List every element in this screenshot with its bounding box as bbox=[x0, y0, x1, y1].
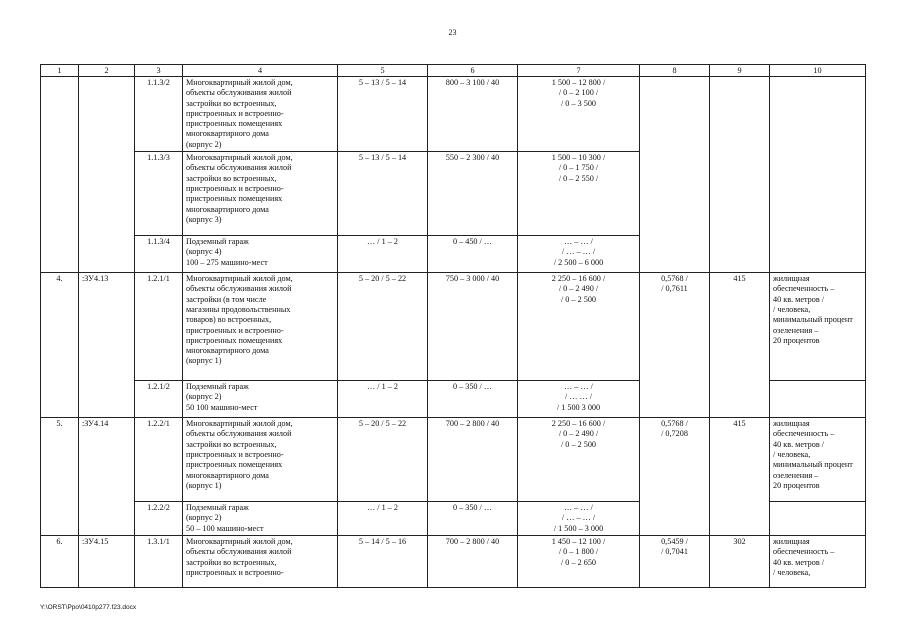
table-cell: 0,5459 / / 0,7041 bbox=[640, 536, 710, 588]
plot-code: :ЗУ4.15 bbox=[79, 536, 135, 588]
table-cell: жилищная обеспеченность – 40 кв. метров / / человека, минимальный процент озеленения – 20 процентов bbox=[770, 273, 866, 381]
table-cell: … – … / / … – … / / 1 500 – 3 000 bbox=[518, 502, 640, 536]
table-cell: Подземный гараж (корпус 4) 100 – 275 машино-мест bbox=[183, 236, 338, 273]
table-cell: 5 – 14 / 5 – 16 bbox=[338, 536, 428, 588]
table-cell: Многоквартирный жилой дом, объекты обслуживания жилой застройки во встроенных, пристроенных и встроенно- bbox=[183, 536, 338, 588]
table-cell bbox=[41, 77, 79, 273]
table-cell bbox=[710, 77, 770, 273]
table-cell: жилищная обеспеченность – 40 кв. метров / / человека, bbox=[770, 536, 866, 588]
table-cell: 0 – 450 / … bbox=[428, 236, 518, 273]
table-cell: жилищная обеспеченность – 40 кв. метров / / человека, минимальный процент озеленения – 20 процентов bbox=[770, 418, 866, 502]
table-row bbox=[41, 77, 866, 152]
table-cell: 1.2.1/1 bbox=[135, 273, 183, 381]
header-cell: 5 bbox=[338, 65, 428, 77]
table-cell: 1.2.2/2 bbox=[135, 502, 183, 536]
table-cell: 550 – 2 300 / 40 bbox=[428, 152, 518, 236]
table-cell: 415 bbox=[710, 273, 770, 418]
table-cell: 1.2.1/2 bbox=[135, 381, 183, 418]
table-cell bbox=[770, 381, 866, 418]
table-cell: 0,5768 / / 0,7208 bbox=[640, 418, 710, 536]
table-row bbox=[41, 273, 866, 381]
table-cell: 0,5768 / / 0,7611 bbox=[640, 273, 710, 418]
table-cell: … – … / / … … / / 1 500 3 000 bbox=[518, 381, 640, 418]
page-number: 23 bbox=[448, 28, 457, 37]
table-cell: … / 1 – 2 bbox=[338, 502, 428, 536]
table-cell: 700 – 2 800 / 40 bbox=[428, 536, 518, 588]
header-cell: 4 bbox=[183, 65, 338, 77]
plot-code: :ЗУ4.13 bbox=[79, 273, 135, 418]
table-cell: 0 – 350 / … bbox=[428, 381, 518, 418]
table-cell: 750 – 3 000 / 40 bbox=[428, 273, 518, 381]
row-number: 6. bbox=[41, 536, 79, 588]
header-cell: 8 bbox=[640, 65, 710, 77]
table-cell: 1.1.3/2 bbox=[135, 77, 183, 152]
table-cell: 5 – 20 / 5 – 22 bbox=[338, 273, 428, 381]
table-cell: 415 bbox=[710, 418, 770, 536]
table-cell bbox=[79, 77, 135, 273]
document-table bbox=[40, 64, 866, 588]
header-cell: 9 bbox=[710, 65, 770, 77]
table-cell: Многоквартирный жилой дом, объекты обслуживания жилой застройки во встроенных, пристроенных и встроенно- пристроенных помещениях многоквартирного дома (корпус 3) bbox=[183, 152, 338, 236]
header-cell: 10 bbox=[770, 65, 866, 77]
table-cell: Подземный гараж (корпус 2) 50 – 100 машино-мест bbox=[183, 502, 338, 536]
file-path: Y:\ORST\Ppo\0410p277.f23.docx bbox=[40, 604, 137, 611]
table-row bbox=[41, 536, 866, 588]
table-cell: 5 – 20 / 5 – 22 bbox=[338, 418, 428, 502]
table-cell: 1 500 – 10 300 / / 0 – 1 750 / / 0 – 2 550 / bbox=[518, 152, 640, 236]
table-cell: 302 bbox=[710, 536, 770, 588]
table-cell: 2 250 – 16 600 / / 0 – 2 490 / / 0 – 2 500 bbox=[518, 418, 640, 502]
table-cell: 0 – 350 / … bbox=[428, 502, 518, 536]
table-cell: … / 1 – 2 bbox=[338, 236, 428, 273]
table-cell: 5 – 13 / 5 – 14 bbox=[338, 77, 428, 152]
table-cell: 1.3.1/1 bbox=[135, 536, 183, 588]
table-row bbox=[41, 418, 866, 502]
table-cell: Подземный гараж (корпус 2) 50 100 машино-мест bbox=[183, 381, 338, 418]
row-number: 5. bbox=[41, 418, 79, 536]
table-cell: 1.1.3/4 bbox=[135, 236, 183, 273]
table-cell: 1.1.3/3 bbox=[135, 152, 183, 236]
table-cell: Многоквартирный жилой дом, объекты обслуживания жилой застройки во встроенных, пристроенных и встроенно- пристроенных помещениях многоквартирного дома (корпус 1) bbox=[183, 418, 338, 502]
table-cell: 2 250 – 16 600 / / 0 – 2 490 / / 0 – 2 500 bbox=[518, 273, 640, 381]
header-cell: 6 bbox=[428, 65, 518, 77]
header-cell: 7 bbox=[518, 65, 640, 77]
header-cell: 2 bbox=[79, 65, 135, 77]
header-row bbox=[41, 65, 866, 77]
table-cell: 1.2.2/1 bbox=[135, 418, 183, 502]
header-cell: 1 bbox=[41, 65, 79, 77]
plot-code: :ЗУ4.14 bbox=[79, 418, 135, 536]
table-cell: 800 – 3 100 / 40 bbox=[428, 77, 518, 152]
table-cell: Многоквартирный жилой дом, объекты обслуживания жилой застройки во встроенных, пристроенных и встроенно- пристроенных помещениях многоквартирного дома (корпус 2) bbox=[183, 77, 338, 152]
table-cell: 5 – 13 / 5 – 14 bbox=[338, 152, 428, 236]
row-number: 4. bbox=[41, 273, 79, 418]
table-cell: … – … / / … – … / / 2 500 – 6 000 bbox=[518, 236, 640, 273]
header-cell: 3 bbox=[135, 65, 183, 77]
table-cell: Многоквартирный жилой дом, объекты обслуживания жилой застройки (в том числе магазины продовольственных товаров) во встроенных, пристроенных и встроенно- пристроенных помещениях многоквартирного дома (корпус 1) bbox=[183, 273, 338, 381]
table-cell bbox=[770, 77, 866, 273]
table-cell bbox=[770, 502, 866, 536]
table-cell: 700 – 2 800 / 40 bbox=[428, 418, 518, 502]
table-cell: 1 500 – 12 800 / / 0 – 2 100 / / 0 – 3 500 bbox=[518, 77, 640, 152]
table-cell: 1 450 – 12 100 / / 0 – 1 800 / / 0 – 2 650 bbox=[518, 536, 640, 588]
table-cell bbox=[640, 77, 710, 273]
table-cell: … / 1 – 2 bbox=[338, 381, 428, 418]
